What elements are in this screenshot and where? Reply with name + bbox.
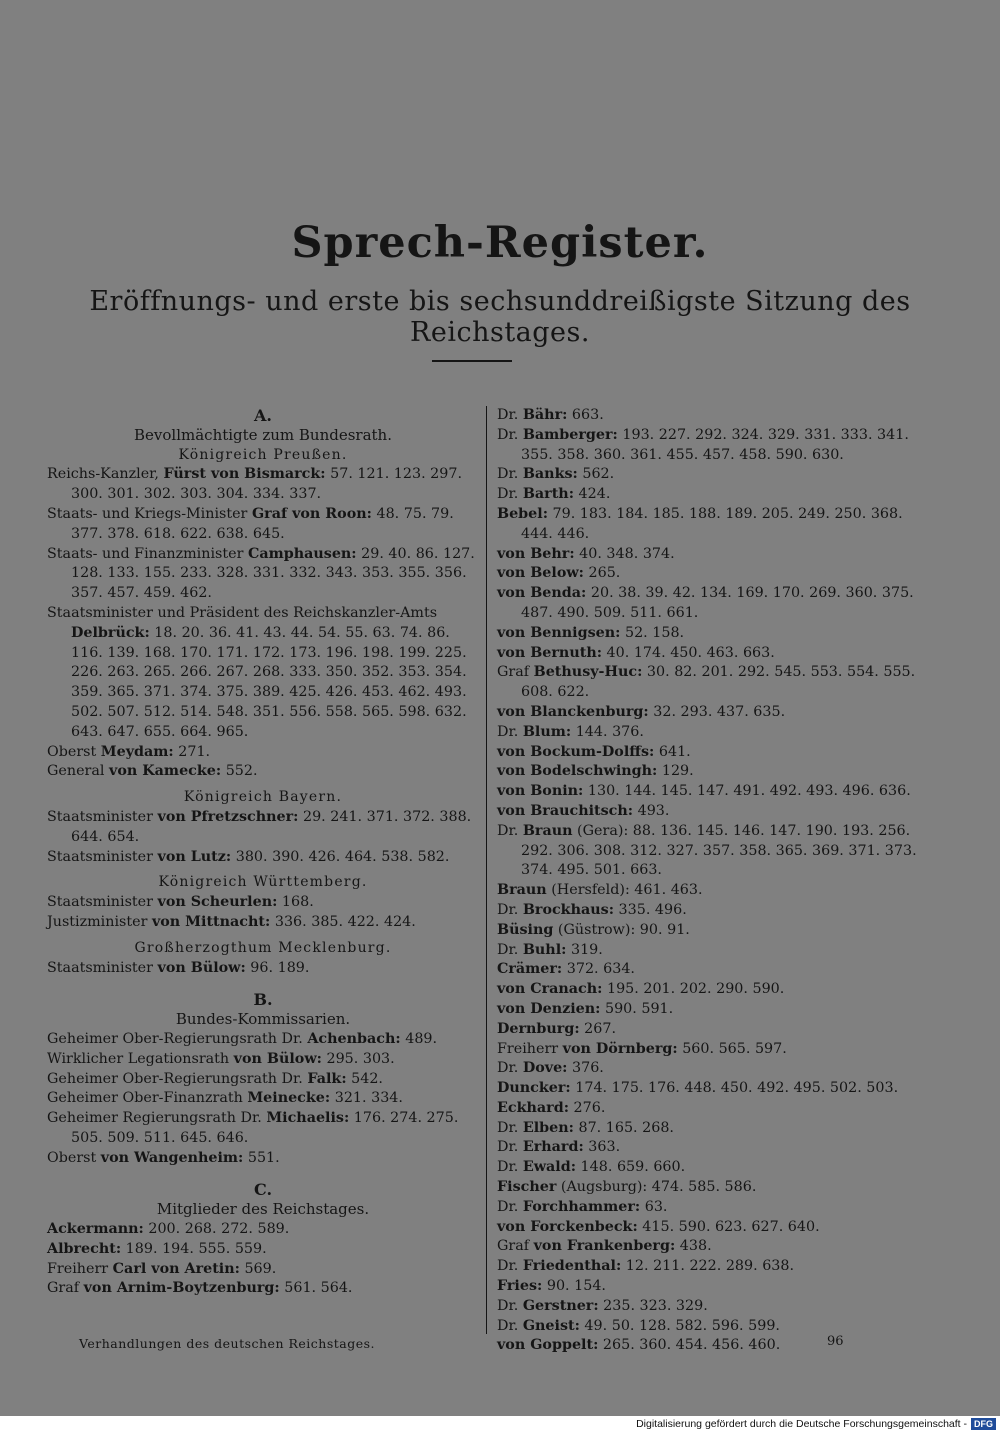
index-entry (497, 941, 935, 961)
entry-refs: 438. (675, 1238, 712, 1255)
entry-refs: 552. (221, 763, 258, 780)
entry-name: Banks: (522, 466, 578, 483)
credit-text: Digitalisierung gefördert durch die Deutsche Forschungsgemeinschaft - (636, 1418, 967, 1430)
index-entry (497, 782, 935, 802)
entry-name: von Arnim-Boytzenburg: (83, 1280, 280, 1297)
entry-name: von Bennigsen: (497, 624, 621, 641)
entry-name: von Forckenbeck: (497, 1218, 638, 1235)
entry-refs: 415. 590. 623. 627. 640. (637, 1218, 820, 1235)
entry-refs: 90. 154. (542, 1278, 606, 1295)
entry-prefix: Dr. (497, 486, 523, 503)
entry-refs: 40. 348. 374. (574, 545, 675, 562)
index-entry (497, 1178, 935, 1198)
entry-prefix: Oberst (47, 743, 101, 760)
entry-prefix: Geheimer Ober-Regierungsrath Dr. (47, 1070, 308, 1087)
index-entry (497, 1317, 935, 1337)
index-entry (47, 465, 479, 505)
entry-prefix: Dr. (497, 1139, 523, 1156)
entry-refs: 424. (573, 486, 611, 503)
entry-name: von Brauchitsch: (497, 802, 634, 819)
entry-prefix: Justizminister (47, 913, 152, 930)
state-heading: Königreich Württemberg. (158, 874, 368, 891)
entry-refs: 52. 158. (620, 624, 685, 641)
entry-refs: 20. 38. 39. 42. 134. 169. 170. 269. 360. 375. 487. 490. 509. 511. 661. (521, 585, 914, 621)
entry-refs: 144. 376. (571, 723, 644, 740)
index-entry (47, 1109, 479, 1149)
entry-prefix: Staatsminister und Präsident des Reichskanzler-Amts (47, 604, 438, 621)
index-entry (497, 505, 935, 545)
state-heading: Königreich Bayern. (183, 789, 343, 806)
column-divider (486, 406, 487, 1334)
entry-prefix: Freiherr (47, 1260, 113, 1277)
entry-prefix: Dr. (497, 1258, 523, 1275)
entry-name: Delbrück: (71, 624, 150, 641)
entry-refs: 29. 40. 86. 127. 128. 133. 155. 233. 328. 331. 332. 343. 353. 355. 356. 357. 457. 459. 462. (71, 545, 475, 602)
section-heading-a: Bevollmächtigte zum Bundesrath. (134, 425, 392, 444)
entry-prefix: Graf (497, 664, 534, 681)
entry-refs: 63. (640, 1198, 668, 1215)
entry-prefix: Dr. (497, 1119, 523, 1136)
entry-refs: 148. 659. 660. (576, 1159, 686, 1176)
page-subtitle: Eröffnungs- und erste bis sechsunddreißigste Sitzung des Reichstages. (89, 286, 911, 348)
entry-name: von Mittnacht: (151, 913, 271, 930)
entry-name: Eckhard: (497, 1099, 569, 1116)
entry-refs: 174. 175. 176. 448. 450. 492. 495. 502. 503. (570, 1080, 899, 1097)
entry-name: Bamberger: (522, 426, 618, 443)
entry-refs: 200. 268. 272. 589. (143, 1221, 290, 1238)
entry-name: Blum: (522, 723, 572, 740)
entry-refs: 276. (568, 1099, 606, 1116)
entry-name: von Frankenberg: (533, 1238, 676, 1255)
entry-prefix: Oberst (47, 1149, 101, 1166)
section-heading-b: Bundes-Kommissarien. (175, 1010, 351, 1029)
entry-refs: 18. 20. 36. 41. 43. 44. 54. 55. 63. 74. 86. 116. 139. 168. 170. 171. 172. 173. 196. 198. 199. 225. 226. 263. 265. 266. 267. 268. 333. 350. 352. 353. 354. 359. 365. 371. 374. 375. 389. 425. 426. 453. 462. 493. 502. 507. 512. 514. 548. 351. 556. 558. 565. 598. 632. 643. 647. 655. 664. 965. (71, 624, 467, 740)
entry-refs: 235. 323. 329. (598, 1297, 708, 1314)
index-entry (47, 913, 479, 933)
index-entry (497, 624, 935, 644)
index-entry (47, 808, 479, 848)
index-entry (497, 1218, 935, 1238)
entry-name: von Lutz: (157, 848, 232, 865)
entry-refs: 321. 334. (330, 1090, 403, 1107)
entry-refs: (Gera): 88. 136. 145. 146. 147. 190. 193. 256. 292. 306. 308. 312. 327. 357. 358. 365. 369. 371. 373. 374. 495. 501. 663. (521, 822, 917, 879)
entry-name: von Cranach: (497, 981, 603, 998)
entry-name: Büsing (497, 921, 554, 938)
entry-refs: 265. 360. 454. 456. 460. (598, 1337, 781, 1354)
right-entries (497, 406, 935, 1356)
index-entry (47, 893, 479, 913)
index-entry (47, 762, 479, 782)
entry-prefix: Dr. (497, 1198, 523, 1215)
index-entry (47, 1050, 479, 1070)
index-entry (497, 921, 935, 941)
entry-refs: 319. (566, 941, 603, 958)
entry-name: Bähr: (522, 407, 568, 423)
entry-name: von Goppelt: (497, 1337, 599, 1354)
index-entry (497, 822, 935, 881)
entry-name: Ewald: (522, 1159, 577, 1176)
right-column (497, 406, 935, 1356)
index-entry (497, 1040, 935, 1060)
entry-refs: 380. 390. 426. 464. 538. 582. (231, 848, 450, 865)
entry-prefix: Dr. (497, 1159, 523, 1176)
entry-refs: 551. (243, 1149, 280, 1166)
index-entry (47, 1279, 479, 1299)
section-letter-a: A. (254, 406, 272, 425)
entry-name: Fürst von Bismarck: (163, 466, 326, 483)
entry-name: Barth: (522, 486, 574, 503)
index-entry (497, 1000, 935, 1020)
index-entry (497, 1119, 935, 1139)
index-entry (497, 1257, 935, 1277)
digitization-credit (636, 1417, 996, 1432)
entry-name: Buhl: (522, 941, 567, 958)
index-entry (497, 1158, 935, 1178)
index-entry (497, 644, 935, 664)
section-letter-b: B. (253, 990, 273, 1010)
entry-refs: 12. 211. 222. 289. 638. (621, 1258, 795, 1275)
entry-prefix: Reichs-Kanzler, (47, 466, 164, 483)
entry-name: von Bernuth: (497, 644, 602, 661)
entry-refs: 489. (400, 1030, 438, 1047)
entry-refs: 57. 121. 123. 297. 300. 301. 302. 303. 304. 334. 337. (71, 466, 462, 503)
index-entry (47, 545, 479, 604)
entry-name: Graf von Roon: (251, 505, 372, 522)
entry-prefix: Dr. (497, 822, 523, 839)
entry-prefix: Dr. (497, 901, 523, 918)
index-entry (47, 1149, 479, 1169)
entry-refs: 271. (173, 743, 211, 760)
index-entry (497, 485, 935, 505)
index-entry (497, 960, 935, 980)
index-entry (47, 1240, 479, 1260)
entry-refs: 29. 241. 371. 372. 388. 644. 654. (71, 808, 472, 845)
entry-name: Fischer (497, 1179, 557, 1196)
index-entry (47, 1260, 479, 1280)
entry-name: Michaelis: (266, 1110, 350, 1127)
index-entry (497, 545, 935, 565)
entry-name: Achenbach: (307, 1030, 401, 1047)
index-entry (47, 505, 479, 545)
entry-prefix: Dr. (497, 1317, 523, 1334)
entry-refs: 48. 75. 79. 377. 378. 618. 622. 638. 645. (71, 505, 454, 542)
entry-name: Crämer: (497, 961, 563, 978)
index-entry (47, 1220, 479, 1240)
entry-name: Braun (497, 882, 547, 899)
index-entry (497, 1198, 935, 1218)
entry-prefix: Geheimer Ober-Finanzrath (47, 1090, 248, 1107)
entry-refs: 295. 303. (321, 1050, 395, 1067)
left-column (47, 406, 479, 1299)
entry-name: Braun (522, 822, 573, 839)
entry-refs: 32. 293. 437. 635. (648, 703, 786, 720)
index-entry (497, 1138, 935, 1158)
entry-name: Bebel: (497, 505, 548, 522)
index-entry (497, 1079, 935, 1099)
index-entry (497, 663, 935, 703)
entry-name: von Blanckenburg: (497, 703, 649, 720)
index-entry (497, 1336, 935, 1356)
entry-name: Dove: (522, 1060, 568, 1077)
entry-refs: 87. 165. 268. (573, 1119, 674, 1136)
entry-name: von Kamecke: (109, 763, 222, 780)
entry-refs: 129. (657, 763, 694, 780)
entry-prefix: Geheimer Ober-Regierungsrath Dr. (47, 1030, 308, 1047)
entry-refs: 265. (583, 565, 621, 582)
entry-refs: 590. 591. (600, 1000, 674, 1017)
entry-prefix: Dr. (497, 426, 523, 443)
index-entry (47, 604, 479, 743)
entry-refs: 376. (567, 1060, 604, 1077)
entry-prefix: Staatsminister (47, 959, 158, 976)
entry-refs: 335. 496. (613, 901, 687, 918)
entry-refs: 542. (346, 1070, 383, 1087)
entry-prefix: Staatsminister (47, 894, 158, 911)
index-entry (497, 564, 935, 584)
entry-refs: 663. (567, 407, 604, 423)
entry-refs: 363. (583, 1139, 621, 1156)
entry-name: von Scheurlen: (157, 894, 278, 911)
entry-refs: 562. (577, 466, 615, 483)
entry-refs: 49. 50. 128. 582. 596. 599. (579, 1317, 780, 1334)
section-heading-c: Mitglieder des Reichstages. (156, 1200, 370, 1219)
entry-refs: 641. (654, 743, 691, 760)
section-a-groups (47, 446, 479, 979)
entry-prefix: Graf (497, 1238, 534, 1255)
entry-refs: 569. (239, 1260, 277, 1277)
entry-name: Albrecht: (47, 1240, 122, 1257)
entry-prefix: Staatsminister (47, 848, 158, 865)
state-heading: Königreich Preußen. (178, 446, 348, 463)
index-entry (497, 743, 935, 763)
entry-refs: 96. 189. (245, 959, 310, 976)
entry-refs: 193. 227. 292. 324. 329. 331. 333. 341. 355. 358. 360. 361. 455. 457. 458. 590. 630. (521, 426, 909, 463)
entry-prefix: Dr. (497, 723, 523, 740)
index-entry (47, 743, 479, 763)
entry-prefix: Dr. (497, 407, 523, 423)
entry-refs: 79. 183. 184. 185. 188. 189. 205. 249. 250. 368. 444. 446. (521, 505, 903, 542)
entry-prefix: Dr. (497, 1297, 523, 1314)
index-entry (497, 901, 935, 921)
entry-name: Friedenthal: (522, 1258, 622, 1275)
section-c-entries (47, 1220, 479, 1299)
entry-prefix: Graf (47, 1280, 84, 1297)
index-entry (47, 1089, 479, 1109)
entry-prefix: Staatsminister (47, 808, 158, 825)
entry-name: von Bülow: (233, 1050, 322, 1067)
entry-name: von Pfretzschner: (157, 808, 299, 825)
entry-prefix: Dr. (497, 466, 523, 483)
entry-name: Elben: (522, 1119, 574, 1136)
index-entry (497, 762, 935, 782)
index-entry (497, 723, 935, 743)
entry-refs: 30. 82. 201. 292. 545. 553. 554. 555. 608. 622. (521, 664, 916, 701)
entry-name: Carl von Aretin: (112, 1260, 240, 1277)
entry-name: Meydam: (100, 743, 174, 760)
entry-prefix: Freiherr (497, 1040, 563, 1057)
entry-name: Erhard: (522, 1139, 584, 1156)
entry-prefix: Dr. (497, 941, 523, 958)
index-entry (497, 406, 935, 426)
index-entry (497, 1059, 935, 1079)
entry-name: von Dörnberg: (562, 1040, 678, 1057)
section-letter-c: C. (253, 1180, 273, 1200)
entry-refs: 493. (633, 802, 670, 819)
entry-refs: 267. (579, 1020, 617, 1037)
index-entry (497, 584, 935, 624)
entry-prefix: General (47, 763, 110, 780)
entry-name: von Bülow: (157, 959, 246, 976)
entry-refs: 560. 565. 597. (677, 1040, 787, 1057)
entry-name: Forchhammer: (522, 1198, 641, 1215)
page-number: 96 (827, 1334, 844, 1349)
entry-refs: 372. 634. (562, 961, 635, 978)
entry-refs: 561. 564. (279, 1280, 353, 1297)
entry-name: von Benda: (497, 585, 587, 602)
entry-prefix: Dr. (497, 1060, 523, 1077)
index-entry (497, 1297, 935, 1317)
index-entry (497, 980, 935, 1000)
entry-prefix: Staats- und Kriegs-Minister (47, 505, 252, 522)
index-entry (47, 1070, 479, 1090)
index-entry (497, 802, 935, 822)
entry-name: von Bodelschwingh: (497, 763, 658, 780)
dfg-logo: DFG (971, 1418, 996, 1430)
entry-name: Ackermann: (47, 1221, 144, 1238)
entry-name: Falk: (307, 1070, 347, 1087)
entry-name: Gerstner: (522, 1297, 599, 1314)
section-b-entries (47, 1030, 479, 1169)
entry-refs: (Güstrow): 90. 91. (553, 921, 690, 938)
title-rule (432, 360, 512, 362)
index-entry (497, 426, 935, 466)
index-entry (497, 1277, 935, 1297)
entry-name: Meinecke: (247, 1090, 331, 1107)
entry-name: von Behr: (497, 545, 575, 562)
index-entry (497, 465, 935, 485)
index-entry (497, 703, 935, 723)
entry-name: Gneist: (522, 1317, 580, 1334)
entry-name: von Below: (497, 565, 584, 582)
entry-name: von Bockum-Dolffs: (497, 743, 655, 760)
entry-name: Fries: (497, 1278, 543, 1295)
entry-prefix: Staats- und Finanzminister (47, 545, 248, 562)
entry-name: Duncker: (497, 1080, 571, 1097)
entry-refs: (Augsburg): 474. 585. 586. (556, 1179, 757, 1196)
entry-refs: (Hersfeld): 461. 463. (546, 882, 703, 899)
index-entry (47, 848, 479, 868)
entry-refs: 336. 385. 422. 424. (270, 913, 416, 930)
entry-prefix: Wirklicher Legationsrath (47, 1050, 234, 1067)
entry-refs: 168. (277, 894, 314, 911)
entry-prefix: Geheimer Regierungsrath Dr. (47, 1110, 267, 1127)
entry-name: Camphausen: (247, 545, 357, 562)
entry-name: von Denzien: (497, 1000, 601, 1017)
footer-source: Verhandlungen des deutschen Reichstages. (79, 1336, 376, 1351)
index-entry (497, 1237, 935, 1257)
entry-refs: 40. 174. 450. 463. 663. (602, 644, 775, 661)
entry-refs: 130. 144. 145. 147. 491. 492. 493. 496. 636. (583, 783, 911, 800)
entry-refs: 176. 274. 275. 505. 509. 511. 645. 646. (71, 1110, 459, 1146)
entry-refs: 195. 201. 202. 290. 590. (602, 981, 785, 998)
entry-name: von Wangenheim: (100, 1149, 244, 1166)
entry-name: von Bonin: (497, 783, 584, 800)
entry-name: Dernburg: (497, 1020, 580, 1037)
index-entry (497, 1020, 935, 1040)
state-heading: Großherzogthum Mecklenburg. (134, 939, 392, 956)
index-entry (47, 1030, 479, 1050)
index-entry (497, 881, 935, 901)
index-entry (47, 959, 479, 979)
index-entry (497, 1099, 935, 1119)
entry-name: Bethusy-Huc: (533, 664, 643, 681)
entry-name: Brockhaus: (522, 901, 614, 918)
entry-refs: 189. 194. 555. 559. (121, 1240, 267, 1257)
page-title: Sprech-Register. (291, 218, 709, 268)
